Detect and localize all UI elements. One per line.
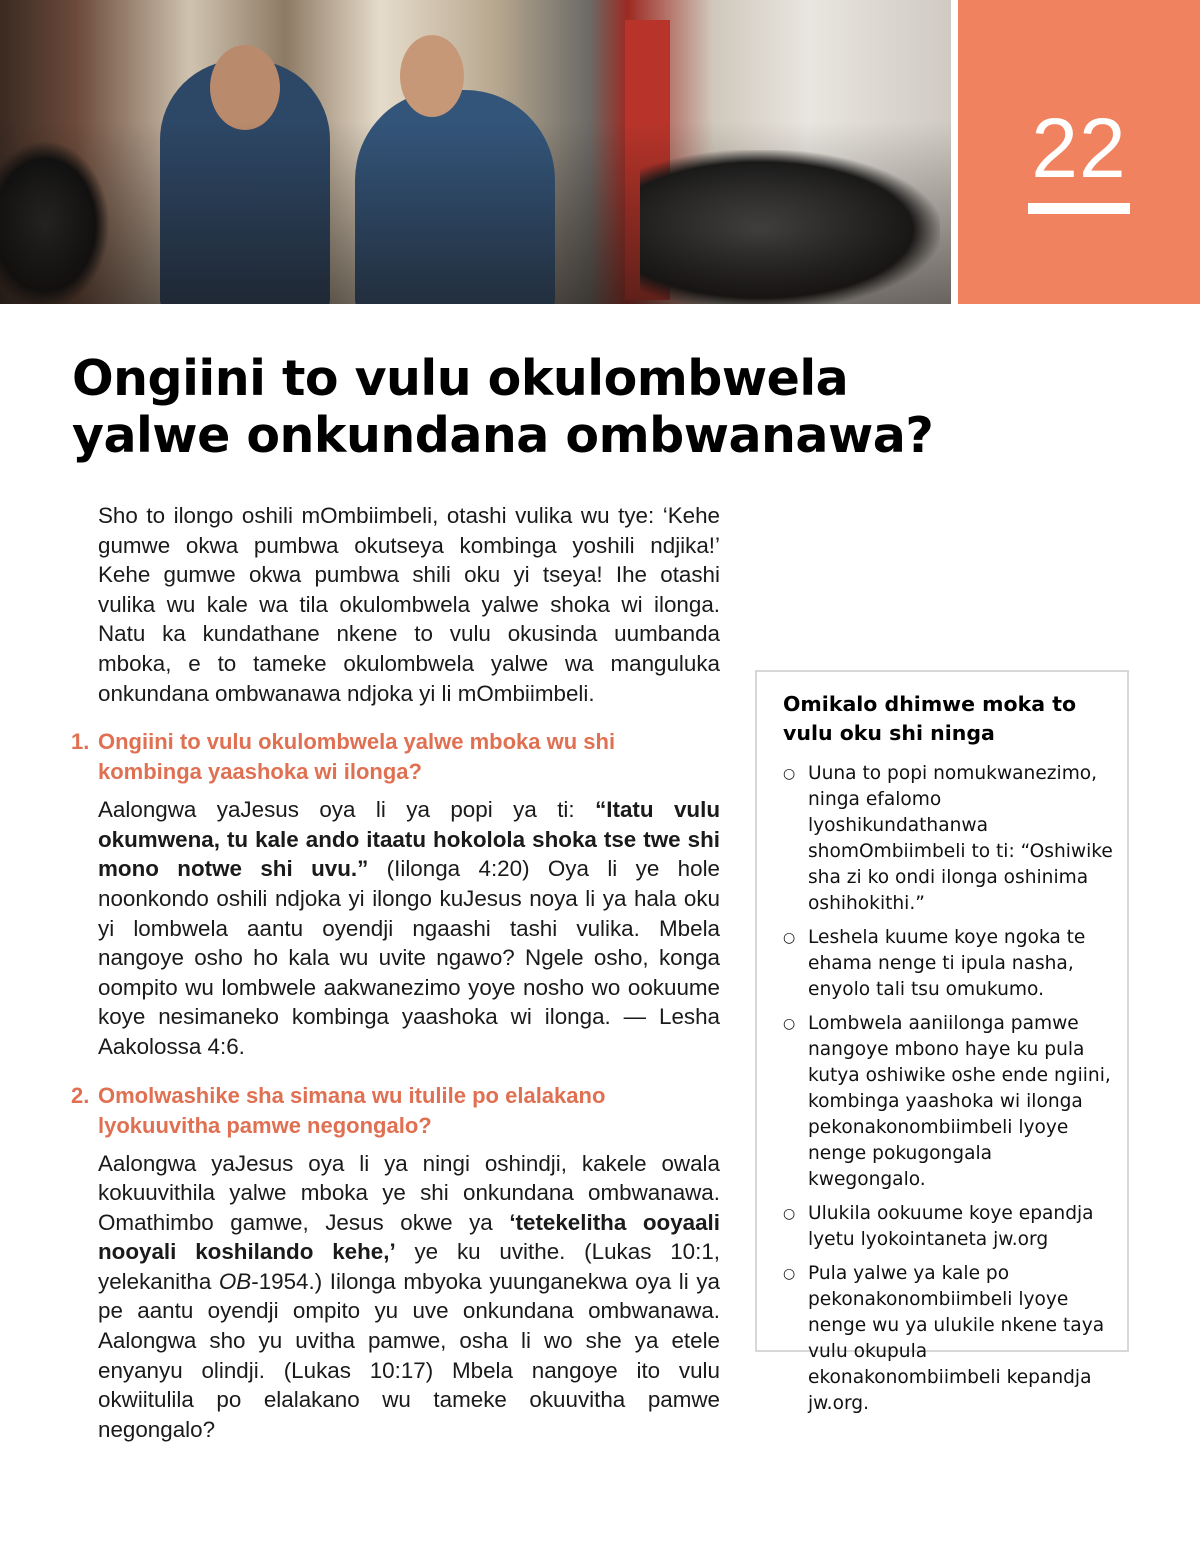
sidebar-title: Omikalo dhimwe moka to vulu oku shi ninga [783, 692, 1077, 745]
quoted-scripture: “Itatu vulu okumwena, tu kale ando itaatu hokolola shoka tse twe shi mono notwe shi uvu.” [98, 797, 721, 882]
tips-sidebar [755, 670, 1129, 1414]
lesson-number: 22 [1031, 101, 1127, 195]
tip-text: Uuna to popi nomukwanezimo, ninga efalomo lyoshikundathanwa shomOmbiimbeli to ti: “Oshiwike sha zi ko ondi ilonga oshinima oshihokithi.” [808, 763, 1113, 914]
main-column [71, 501, 721, 1444]
bullet-circle-icon: ○ [783, 1016, 796, 1032]
bullet-circle-icon: ○ [783, 1206, 796, 1222]
bullet-circle-icon: ○ [783, 766, 796, 782]
question-1 [71, 727, 720, 787]
tip-text: Lombwela aaniilonga pamwe nangoye mbono haye ku pula kutya oshiwike oshe ende ngiini, kombinga yaashoka wi ilonga pekonakonombiimbeli lyoye nenge pokugongala kwegongalo. [808, 1013, 1111, 1190]
tip-text: Pula yalwe ya kale po pekonakonombiimbeli lyoye nenge wu ya ulukile nkene taya vulu okupula ekonakonombiimbeli kepandja jw.org. [808, 1263, 1105, 1414]
question-number: 2. [71, 1082, 90, 1108]
photo-shade [0, 0, 951, 304]
quoted-scripture: ‘tetekelitha ooyaali nooyali koshilando kehe,’ [98, 1209, 720, 1265]
list-item [783, 925, 1113, 1003]
section-2-paragraph [98, 1149, 720, 1445]
bible-version: OB [218, 1268, 252, 1294]
question-text: Ongiini to vulu okulombwela yalwe mboka wu shi kombinga yaashoka wi ilonga? [98, 729, 616, 785]
text-run: ye ku uvithe. (Lukas 10:1, yelekanitha [98, 1239, 721, 1294]
text-run: (Iilonga 4:20) Oya li ye hole noonkondo oshili ndjoka yi ilongo kuJesus noya li ya hala oku yi lombwela aantu oyendji ngaashi tashi vulika. Mbela nangoye osho ho kala wu uvite ngawo? Ngele osho, konga oompito wu lombwele aakwanezimo yoye nosho wo ookuume koye nesimaneko kombinga yaashoka wi ilonga. — Lesha Aakolossa 4:6. [98, 856, 720, 1059]
tips-list [783, 761, 1113, 1425]
intro-paragraph: Sho to ilongo oshili mOmbiimbeli, otashi vulika wu tye: ‘Kehe gumwe okwa pumbwa okutseya kombinga yoshili ndjika!’ Kehe gumwe okwa pumbwa shili oku yi tseya! Ihe otashi vulika wu kale wa tila okulombwela yalwe shoka wi ilonga. Natu ka kundathane nkene to vulu okusinda uumbanda mboka, e to tameke okulombwela yalwe wa manguluka onkundana ombwanawa ndjoka yi li mOmbiimbeli. [98, 503, 720, 706]
section-1-paragraph [98, 795, 720, 1061]
list-item [783, 1011, 1113, 1193]
lesson-number-underline [1028, 203, 1130, 214]
text-run: -1954.) Iilonga mbyoka yuunganekwa oya li ya pe aantu oyendji ompito yu uve onkundana ombwanawa. Aalongwa sho yu uvitha pamwe, osha li wo she ya etele enyanyu olindji. (Lukas 10:17) Mbela nangoye ito vulu okwiitulila po elalakano wu tameke okuuvitha pamwe negongalo? [98, 1268, 720, 1442]
bullet-circle-icon: ○ [783, 930, 796, 946]
lesson-number-box [958, 0, 1200, 304]
bullet-circle-icon: ○ [783, 1266, 796, 1282]
tip-text: Leshela kuume koye ngoka te ehama nenge ti ipula nasha, enyolo tali tsu omukumo. [808, 927, 1086, 1000]
text-run: Aalongwa yaJesus oya li ya ningi oshindji, kakele owala kokuuvithila yalwe mboka ye shi onkundana ombwanawa. Omathimbo gamwe, Jesus okwe ya [98, 1150, 720, 1235]
page-title: Ongiini to vulu okulombwela yalwe onkundana ombwanawa? [72, 350, 934, 464]
question-number: 1. [71, 729, 90, 755]
question-2 [71, 1081, 720, 1141]
list-item [783, 761, 1113, 917]
question-text: Omolwashike sha simana wu itulile po elalakano lyokuuvitha pamwe negongalo? [98, 1082, 606, 1138]
list-item [783, 1201, 1113, 1253]
header-photo [0, 0, 951, 304]
tip-text: Ulukila ookuume koye epandja lyetu lyokointaneta jw.org [808, 1203, 1094, 1250]
text-run: Aalongwa yaJesus oya li ya popi ya ti: [98, 797, 596, 823]
list-item [783, 1261, 1113, 1417]
